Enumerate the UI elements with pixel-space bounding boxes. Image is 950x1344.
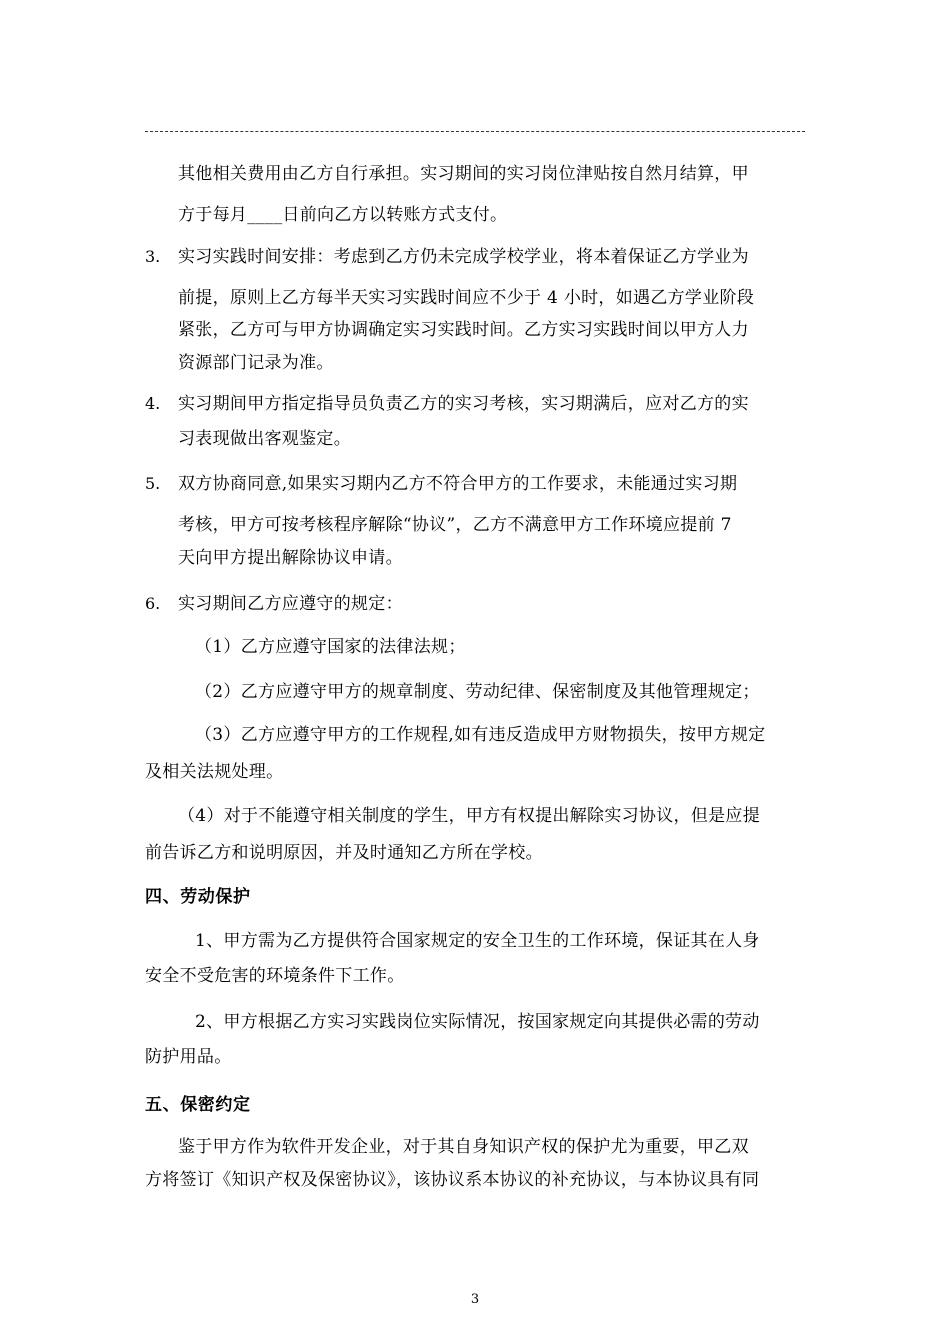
text-line: 习表现做出客观鉴定。 [178, 429, 351, 449]
header-rule [145, 131, 805, 132]
list-number: 5. [145, 474, 161, 493]
section-heading: 五、保密约定 [145, 1095, 251, 1115]
list-number: 3. [145, 247, 161, 266]
text-line: 考核，甲方可按考核程序解除“协议”，乙方不满意甲方工作环境应提前 7 [178, 515, 732, 535]
text-line: 资源部门记录为准。 [178, 353, 334, 373]
text-line: 方于每月____日前向乙方以转账方式支付。 [178, 205, 508, 225]
text-line: 其他相关费用由乙方自行承担。实习期间的实习岗位津贴按自然月结算，甲 [178, 164, 749, 184]
text-line: 天向甲方提出解除协议申请。 [178, 548, 403, 568]
text-line: 2、甲方根据乙方实习实践岗位实际情况，按国家规定向其提供必需的劳动 [195, 1012, 760, 1032]
text-line: 前告诉乙方和说明原因，并及时通知乙方所在学校。 [145, 843, 543, 863]
text-line: 实习期间乙方应遵守的规定： [178, 594, 403, 614]
text-line: （4）对于不能遵守相关制度的学生，甲方有权提出解除实习协议，但是应提 [178, 806, 761, 826]
text-line: 双方协商同意,如果实习期内乙方不符合甲方的工作要求，未能通过实习期 [178, 474, 738, 494]
text-line: （2）乙方应遵守甲方的规章制度、劳动纪律、保密制度及其他管理规定； [195, 682, 760, 702]
text-line: 1、甲方需为乙方提供符合国家规定的安全卫生的工作环境，保证其在人身 [195, 931, 760, 951]
text-line: 实习期间甲方指定指导员负责乙方的实习考核，实习期满后，应对乙方的实 [178, 394, 749, 414]
page-number: 3 [470, 1292, 480, 1307]
list-number: 6. [145, 594, 161, 613]
text-line: 实习实践时间安排：考虑到乙方仍未完成学校学业，将本着保证乙方学业为 [178, 247, 749, 267]
text-line: 前提，原则上乙方每半天实习实践时间应不少于 4 小时，如遇乙方学业阶段 [178, 288, 755, 308]
text-line: （3）乙方应遵守甲方的工作规程,如有违反造成甲方财物损失，按甲方规定 [195, 725, 766, 745]
text-line: （1）乙方应遵守国家的法律法规； [195, 637, 466, 657]
list-number: 4. [145, 394, 161, 413]
text-line: 紧张，乙方可与甲方协调确定实习实践时间。乙方实习实践时间以甲方人力 [178, 320, 749, 340]
text-line: 防护用品。 [145, 1047, 232, 1067]
section-heading: 四、劳动保护 [145, 887, 251, 907]
text-line: 鉴于甲方作为软件开发企业，对于其自身知识产权的保护尤为重要，甲乙双 [178, 1137, 749, 1157]
text-line: 方将签订《知识产权及保密协议》，该协议系本协议的补充协议，与本协议具有同 [145, 1170, 760, 1190]
text-line: 及相关法规处理。 [145, 762, 284, 782]
text-line: 安全不受危害的环境条件下工作。 [145, 966, 405, 986]
